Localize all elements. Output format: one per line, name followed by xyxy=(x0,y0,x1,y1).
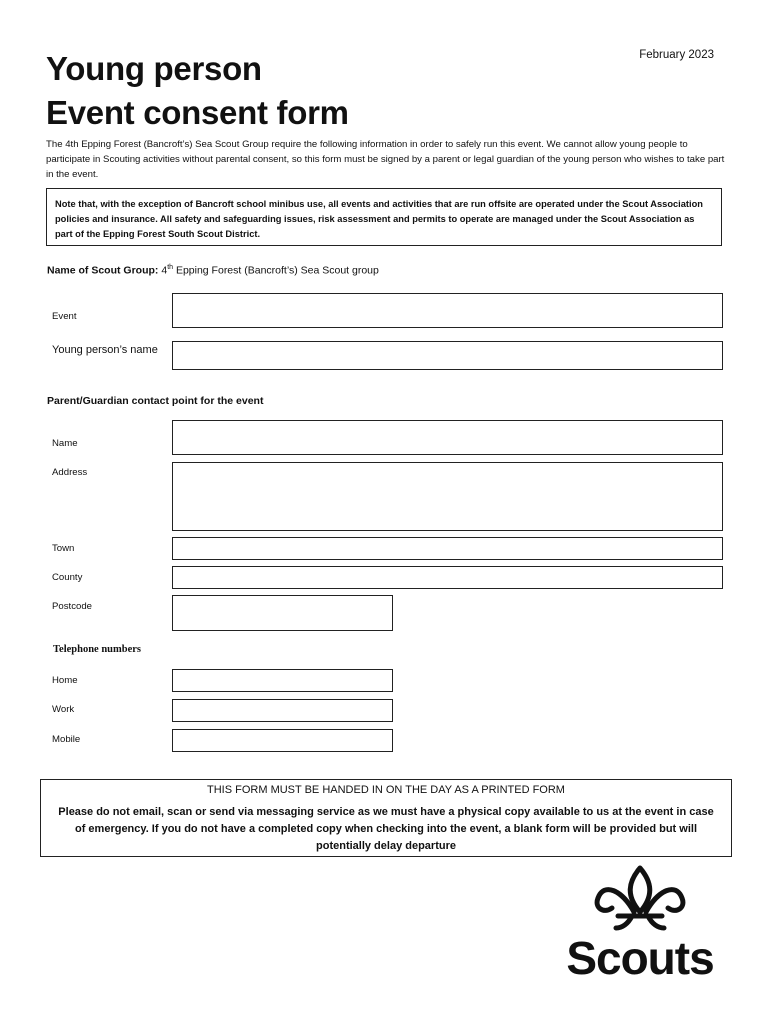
telephone-heading: Telephone numbers xyxy=(53,644,142,655)
scout-group-number: 4 xyxy=(161,264,168,277)
event-field[interactable] xyxy=(172,293,723,328)
printed-form-warning-box xyxy=(40,779,732,857)
insurance-note-text: Note that, with the exception of Bancroft school minibus use, all events and activities that are run offsite are operated under the Scout Association policies and insurance. All safety and safeguarding issues, risk assessment and permits to operate are managed under the Scout Association as part of the Epping Forest South Scout District. xyxy=(55,199,703,239)
form-date: February 2023 xyxy=(639,49,714,61)
scout-group-name: Epping Forest (Bancroft’s) Sea Scout group xyxy=(173,264,379,277)
guardian-heading: Parent/Guardian contact point for the event xyxy=(47,395,264,407)
fleur-de-lis-icon xyxy=(556,862,724,932)
young-person-name-field[interactable] xyxy=(172,341,723,370)
warning-heading: THIS FORM MUST BE HANDED IN ON THE DAY AS A PRINTED FORM xyxy=(207,784,565,796)
home-phone-label: Home xyxy=(52,675,78,686)
scout-group-line xyxy=(47,264,379,277)
address-label: Address xyxy=(52,467,88,478)
guardian-name-field[interactable] xyxy=(172,420,723,455)
page-title-line1: Young person xyxy=(46,50,262,87)
address-field[interactable] xyxy=(172,462,723,531)
young-person-label: Young person’s name xyxy=(52,344,158,356)
insurance-note-box xyxy=(46,188,722,246)
mobile-phone-field[interactable] xyxy=(172,729,393,752)
postcode-field[interactable] xyxy=(172,595,393,631)
county-field[interactable] xyxy=(172,566,723,589)
page-title-line2: Event consent form xyxy=(46,94,349,131)
warning-body: Please do not email, scan or send via messaging service as we must have a physical copy available to us at the event in case of emergency. If you do not have a completed copy when checking into the event, a blank form will be provided but will potentially delay departure xyxy=(58,806,714,852)
scout-group-label: Name of Scout Group: xyxy=(47,264,159,277)
home-phone-field[interactable] xyxy=(172,669,393,692)
work-phone-label: Work xyxy=(52,704,75,715)
county-label: County xyxy=(52,572,83,583)
work-phone-field[interactable] xyxy=(172,699,393,722)
mobile-phone-label: Mobile xyxy=(52,734,81,745)
town-field[interactable] xyxy=(172,537,723,560)
postcode-label: Postcode xyxy=(52,601,93,612)
guardian-name-label: Name xyxy=(52,438,78,449)
scouts-wordmark: Scouts xyxy=(566,932,714,984)
scouts-logo xyxy=(556,862,724,982)
town-label: Town xyxy=(52,543,75,554)
event-label: Event xyxy=(52,311,77,322)
intro-paragraph: The 4th Epping Forest (Bancroft’s) Sea Scout Group require the following information in order to safely run this event. We cannot allow young people to participate in Scouting activities without parental consent, so this form must be signed by a parent or legal guardian of the young person who wishes to take part in the event. xyxy=(46,139,725,180)
scout-group-ordinal: th xyxy=(167,264,174,271)
